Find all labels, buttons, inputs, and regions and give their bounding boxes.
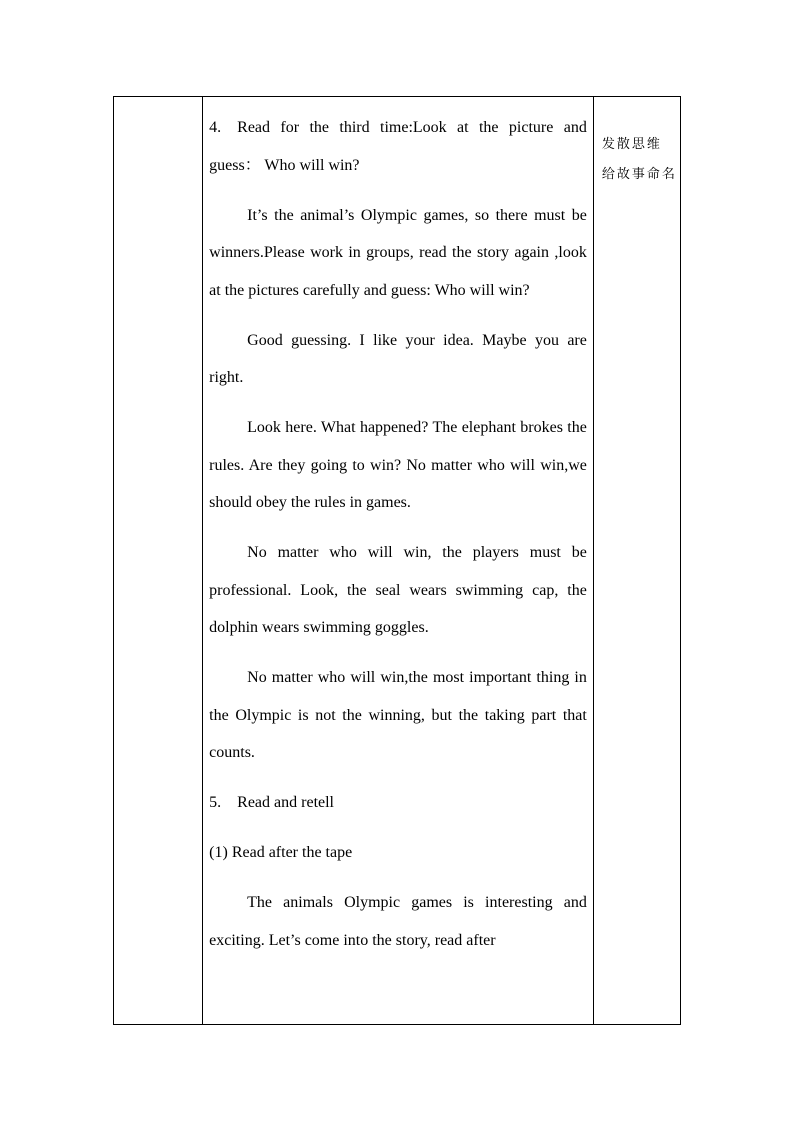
table-row <box>114 97 681 1025</box>
step-5-number: 5. <box>209 794 222 811</box>
step-5 <box>209 784 587 822</box>
paragraph-professional: No matter who will win, the players must be professional. Look, the seal wears swimming cap, the dolphin wears swimming goggles. <box>209 544 587 636</box>
sub-step-1: (1) Read after the tape <box>209 844 353 861</box>
lesson-table <box>113 96 681 1025</box>
left-empty-cell <box>114 97 203 1025</box>
step-4-title: Read for the third time:Look at the picture and guess： Who will win? <box>209 119 587 174</box>
main-content <box>203 97 593 959</box>
paragraph-guessing: Good guessing. I like your idea. Maybe you are right. <box>209 331 587 386</box>
side-notes-cell <box>593 97 680 1025</box>
paragraph-story: The animals Olympic games is interesting and exciting. Let’s come into the story, read after <box>209 894 587 949</box>
paragraph-taking-part: No matter who will win,the most important thing in the Olympic is not the winning, but the taking part that counts. <box>209 669 587 761</box>
step-5-title: Read and retell <box>237 794 334 811</box>
side-notes <box>594 97 680 187</box>
main-content-cell <box>203 97 594 1025</box>
step-4-number: 4. <box>209 119 222 136</box>
side-note-divergent-thinking: 发散思维 <box>601 137 662 152</box>
paragraph-winners: It’s the animal’s Olympic games, so there must be winners.Please work in groups, read the story again ,look at the pictures carefully and guess: Who will win? <box>209 206 587 299</box>
step-4 <box>209 109 587 184</box>
paragraph-rules: Look here. What happened? The elephant brokes the rules. Are they going to win? No matter who will win,we should obey the rules in games. <box>209 419 587 511</box>
side-note-name-story: 给故事命名 <box>601 167 677 182</box>
